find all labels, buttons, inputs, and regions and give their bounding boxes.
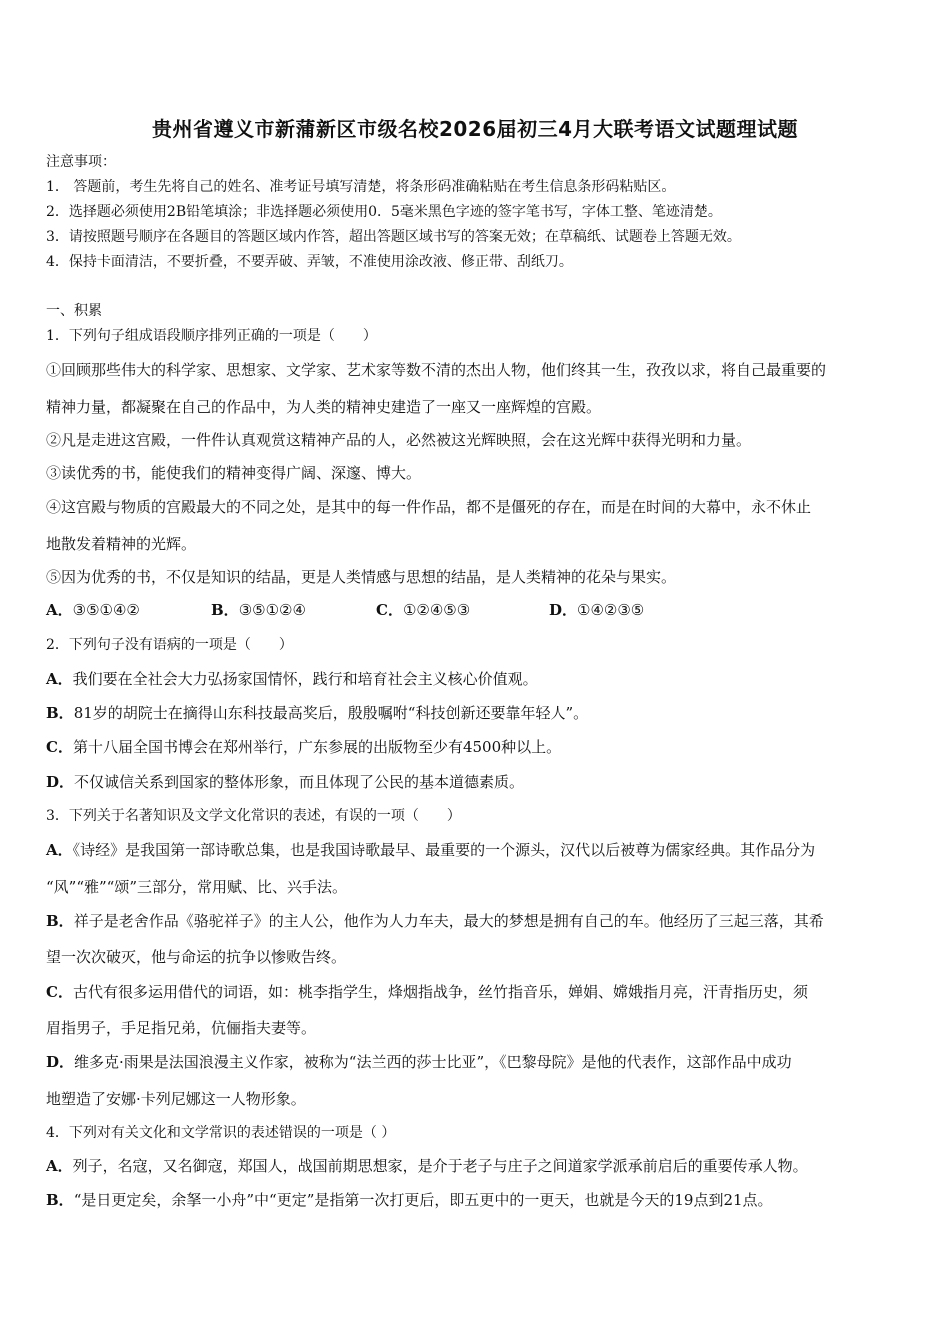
option-c: C．第十八届全国书博会在郑州举行，广东参展的出版物至少有4500种以上。 [46,738,562,756]
sentence-1: ①回顾那些伟大的科学家、思想家、文学家、艺术家等数不清的杰出人物，他们终其一生，孜孜以求，将自己最重要的 [46,361,827,379]
option-b: B．81岁的胡院士在摘得山东科技最高奖后，殷殷嘱咐“科技创新还要靠年轻人”。 [46,704,589,722]
question-stem: 4．下列对有关文化和文学常识的表述错误的一项是（ ） [46,1125,396,1141]
sentence-1-cont: 精神力量，都凝聚在自己的作品中，为人类的精神史建造了一座又一座辉煌的宫殿。 [46,398,602,416]
section-heading: 一、积累 [46,303,102,319]
option-letter: D． [549,601,578,619]
sentence-2: ②凡是走进这宫殿，一件件认真观赏这精神产品的人，必然被这光辉映照，会在这光辉中获得光明和力量。 [46,431,752,449]
option-letter: A． [46,670,73,688]
option-letter: C． [376,601,403,619]
option-letter: A． [46,841,73,859]
option-d-cont: 地塑造了安娜·卡列尼娜这一人物形象。 [46,1090,306,1108]
notice-item: 3．请按照题号顺序在各题目的答题区域内作答，超出答题区域书写的答案无效；在草稿纸、试题卷上答题无效。 [46,229,741,245]
notice-heading: 注意事项： [46,154,116,170]
option-letter: B． [46,704,74,722]
sentence-4: ④这宫殿与物质的宫殿最大的不同之处，是其中的每一件作品，都不是僵死的存在，而是在时间的大幕中，永不休止 [46,498,812,516]
option-c-cont: 眉指男子，手足指兄弟，伉俪指夫妻等。 [46,1019,317,1037]
option-b: B．祥子是老舍作品《骆驼祥子》的主人公，他作为人力车夫，最大的梦想是拥有自己的车。他经历了三起三落，其希 [46,912,824,930]
sentence-4-cont: 地散发着精神的光辉。 [46,535,197,553]
notice-item: 4．保持卡面清洁，不要折叠，不要弄破、弄皱，不准使用涂改液、修正带、刮纸刀。 [46,254,573,270]
question-stem: 3．下列关于名著知识及文学文化常识的表述，有误的一项（ ） [46,808,461,824]
option-letter: B． [46,1191,74,1209]
option-letter: B． [46,912,74,930]
option-b-cont: 望一次次破灭，他与命运的抗争以惨败告终。 [46,948,347,966]
option-letter: D． [46,1053,75,1071]
option-a: A．③⑤①④② [46,601,140,619]
option-c: C．①②④⑤③ [376,601,471,619]
notice-item: 2．选择题必须使用2B铅笔填涂；非选择题必须使用0．5毫米黑色字迹的签字笔书写，字体工整、笔迹清楚。 [46,204,722,220]
option-d: D．①④②③⑤ [549,601,645,619]
notice-item: 1． 答题前，考生先将自己的姓名、准考证号填写清楚，将条形码准确粘贴在考生信息条形码粘贴区。 [46,179,676,195]
option-a: A．《诗经》是我国第一部诗歌总集，也是我国诗歌最早、最重要的一个源头，汉代以后被尊为儒家经典。其作品分为 [46,841,816,859]
option-b: B．③⑤①②④ [211,601,306,619]
option-b: B．“是日更定矣，余拏一小舟”中“更定”是指第一次打更后，即五更中的一更天，也就是今天的19点到21点。 [46,1191,773,1209]
option-letter: A． [46,1157,73,1175]
option-letter: C． [46,738,73,756]
option-letter: D． [46,773,75,791]
question-stem: 1．下列句子组成语段顺序排列正确的一项是（ ） [46,328,377,344]
option-letter: B． [211,601,239,619]
option-d: D．不仅诚信关系到国家的整体形象，而且体现了公民的基本道德素质。 [46,773,525,791]
option-letter: C． [46,983,73,1001]
question-stem: 2．下列句子没有语病的一项是（ ） [46,637,293,653]
page-title: 贵州省遵义市新蒲新区市级名校2026届初三4月大联考语文试题理试题 [151,117,799,141]
sentence-5: ⑤因为优秀的书，不仅是知识的结晶，更是人类情感与思想的结晶，是人类精神的花朵与果实。 [46,568,677,586]
option-a-cont: “风”“雅”“颂”三部分，常用赋、比、兴手法。 [46,878,348,896]
q1-options [46,600,644,620]
option-d: D．维多克·雨果是法国浪漫主义作家，被称为“法兰西的莎士比亚”，《巴黎母院》是他的代表作，这部作品中成功 [46,1053,792,1071]
option-letter: A． [46,601,73,619]
sentence-3: ③读优秀的书，能使我们的精神变得广阔、深邃、博大。 [46,464,422,482]
option-c: C．古代有很多运用借代的词语，如：桃李指学生，烽烟指战争，丝竹指音乐，婵娟、嫦娥指月亮，汗青指历史，须 [46,983,808,1001]
option-a: A．列子，名寇，又名御寇，郑国人，战国前期思想家，是介于老子与庄子之间道家学派承前启后的重要传承人物。 [46,1157,808,1175]
option-a: A．我们要在全社会大力弘扬家国情怀，践行和培育社会主义核心价值观。 [46,670,538,688]
